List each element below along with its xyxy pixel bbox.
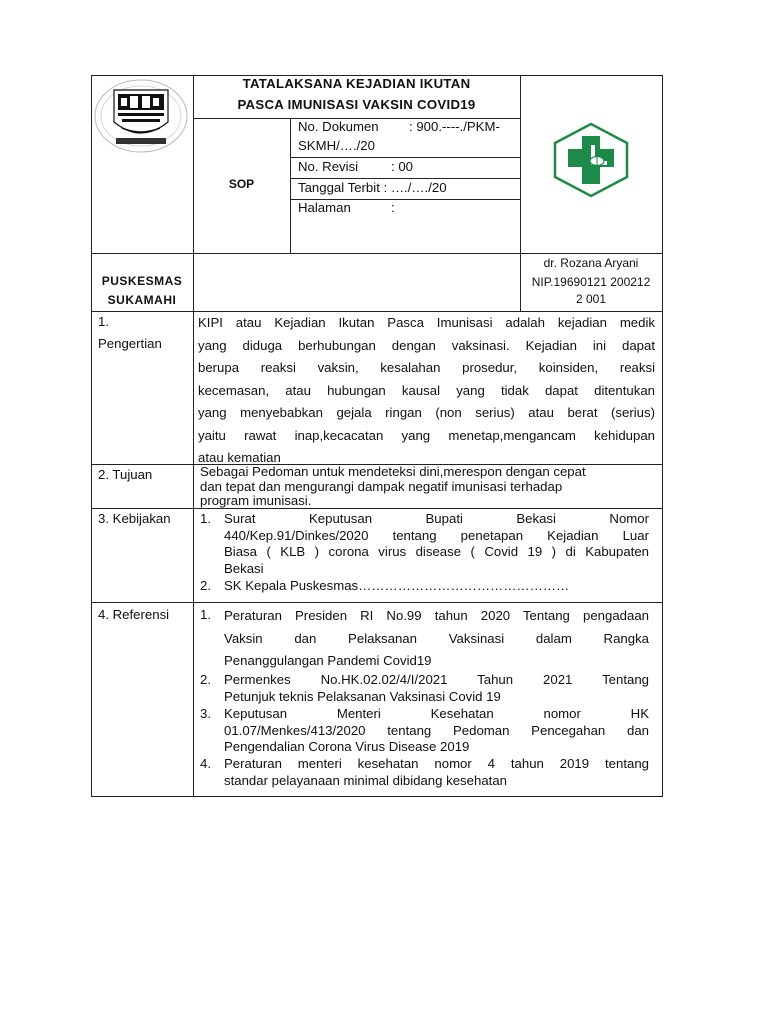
referensi-item-number: 4. — [200, 756, 211, 771]
sop-label: SOP — [228, 177, 255, 191]
tujuan-text — [200, 465, 642, 509]
signer-name: dr. Rozana Aryani — [543, 256, 639, 270]
org-name-line2: SUKAMAHI — [107, 293, 177, 307]
referensi-item-number: 1. — [200, 607, 211, 622]
referensi-item-number: 2. — [200, 672, 211, 687]
pengertian-line: atau kematian — [198, 450, 281, 465]
referensi-item-number: 3. — [200, 706, 211, 721]
referensi-item — [224, 605, 649, 673]
revision-value: : 00 — [391, 159, 413, 174]
kebijakan-line: Surat Keputusan Bupati Bekasi Nomor — [224, 511, 649, 526]
doc-number-continued: SKMH/…./20 — [298, 138, 375, 153]
pengertian-line: yang diduga berhubungan dengan vaksinasi. Kejadian ini dapat — [198, 337, 655, 353]
bekasi-regency-emblem-icon — [92, 78, 190, 154]
pengertian-line: berupa reaksi vaksin, kesalahan prosedur, koinsiden, reaksi — [198, 360, 655, 375]
kebijakan-item-number: 1. — [200, 511, 211, 526]
kebijakan-label: 3. Kebijakan — [98, 511, 171, 526]
kebijakan-item-number: 2. — [200, 578, 211, 593]
referensi-line: Permenkes No.HK.02.02/4/I/2021 Tahun 2021 Tentang — [224, 672, 649, 687]
referensi-line: Penanggulangan Pandemi Covid19 — [224, 653, 432, 668]
referensi-item — [224, 756, 649, 789]
pengertian-text — [198, 312, 655, 470]
referensi-line: Peraturan Presiden RI No.99 tahun 2020 Tentang pengadaan — [224, 608, 649, 623]
org-name-line1: PUSKESMAS — [101, 274, 183, 288]
tujuan-line: program imunisasi. — [200, 493, 312, 508]
doc-number-label: No. Dokumen — [298, 119, 379, 134]
referensi-line: 01.07/Menkes/413/2020 tentang Pedoman Pencegahan dan — [224, 722, 649, 738]
doc-number-value: : 900.----./PKM- — [409, 119, 500, 134]
document-title-line1: TATALAKSANA KEJADIAN IKUTAN — [242, 76, 471, 91]
tujuan-label: 2. Tujuan — [98, 467, 153, 482]
pengertian-line: KIPI atau Kejadian Ikutan Pasca Imunisasi adalah kejadian medik — [198, 315, 655, 330]
kebijakan-item — [224, 578, 649, 595]
puskesmas-logo-icon — [551, 122, 631, 198]
referensi-label: 4. Referensi — [98, 607, 170, 622]
kebijakan-line: Bekasi — [224, 560, 264, 576]
pengertian-line: kecemasan, atau hubungan kausal yang tidak dapat ditentukan — [198, 382, 655, 398]
tujuan-line: Sebagai Pedoman untuk mendeteksi dini,merespon dengan cepat — [200, 464, 586, 479]
referensi-line: Vaksin dan Pelaksanan Vaksinasi dalam Rangka — [224, 630, 649, 646]
signer-nip-line2: 2 001 — [575, 292, 607, 306]
referensi-line: Peraturan menteri kesehatan nomor 4 tahun 2019 tentang — [224, 756, 649, 771]
kebijakan-line: Biasa ( KLB ) corona virus disease ( Covid 19 ) di Kabupaten — [224, 544, 649, 559]
kebijakan-line: SK Kepala Puskesmas………………………………………… — [224, 578, 570, 593]
publish-date-label: Tanggal Terbit : …./…./20 — [298, 180, 447, 195]
referensi-line: Petunjuk teknis Pelaksanan Vaksinasi Covid 19 — [224, 688, 501, 704]
page-label: Halaman — [298, 200, 351, 215]
document-title-line2: PASCA IMUNISASI VAKSIN COVID19 — [237, 97, 476, 112]
referensi-item — [224, 672, 649, 705]
revision-label: No. Revisi — [298, 159, 359, 174]
pengertian-label: Pengertian — [98, 336, 162, 351]
pengertian-line: yang menyebabkan gejala ringan (non serius) atau berat (serius) — [198, 405, 655, 420]
referensi-item — [224, 706, 649, 756]
signer-nip-line1: NIP.19690121 200212 — [531, 275, 651, 289]
page-value: : — [391, 200, 395, 215]
referensi-line: Pengendalian Corona Virus Disease 2019 — [224, 739, 470, 754]
kebijakan-item — [224, 511, 649, 577]
referensi-line: standar pelayanaan minimal dibidang kesehatan — [224, 772, 507, 788]
kebijakan-line: 440/Kep.91/Dinkes/2020 tentang penetapan Kejadian Luar — [224, 527, 649, 543]
tujuan-line: dan tepat dan mengurangi dampak negatif imunisasi terhadap — [200, 478, 563, 494]
pengertian-line: yaitu rawat inap,kecacatan yang menetap,mengancam kehidupan — [198, 427, 655, 443]
pengertian-number: 1. — [98, 314, 109, 329]
referensi-line: Keputusan Menteri Kesehatan nomor HK — [224, 706, 649, 721]
